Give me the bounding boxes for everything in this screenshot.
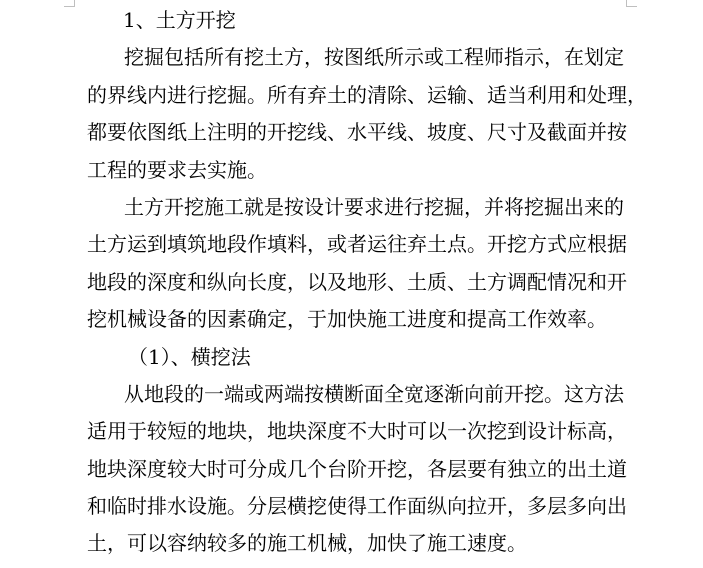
paragraph-line: 挖机械设备的因素确定，于加快施工进度和提高工作效率。 bbox=[87, 307, 607, 332]
paragraph-line: 适用于较短的地块，地块深度不大时可以一次挖到设计标高， bbox=[87, 419, 627, 444]
paragraph-line: 土，可以容纳较多的施工机械，加快了施工速度。 bbox=[87, 531, 527, 556]
paragraph-line: 工程的要求去实施。 bbox=[87, 157, 267, 182]
crop-mark-left bbox=[64, 0, 75, 7]
section-heading-earthwork: 1、土方开挖 bbox=[123, 8, 236, 32]
paragraph-line: 都要依图纸上注明的开挖线、水平线、坡度、尺寸及截面并按 bbox=[87, 120, 627, 145]
crop-mark-right bbox=[626, 0, 637, 7]
paragraph-line: 的界线内进行挖掘。所有弃土的清除、运输、适当利用和处理， bbox=[87, 82, 647, 107]
paragraph-line: 土方开挖施工就是按设计要求进行挖掘，并将挖掘出来的 bbox=[124, 194, 624, 219]
subsection-heading-transverse-method: （1）、横挖法 bbox=[128, 344, 251, 369]
paragraph-line: 和临时排水设施。分层横挖使得工作面纵向拉开，多层多向出 bbox=[87, 494, 627, 519]
paragraph-line: 土方运到填筑地段作填料，或者运往弃土点。开挖方式应根据 bbox=[87, 232, 627, 257]
paragraph-line: 地段的深度和纵向长度，以及地形、土质、土方调配情况和开 bbox=[87, 269, 627, 294]
paragraph-line: 从地段的一端或两端按横断面全宽逐渐向前开挖。这方法 bbox=[124, 381, 624, 406]
paragraph-line: 挖掘包括所有挖土方，按图纸所示或工程师指示，在划定 bbox=[124, 45, 624, 70]
paragraph-line: 地块深度较大时可分成几个台阶开挖，各层要有独立的出土道 bbox=[87, 456, 627, 481]
document-body[interactable] bbox=[87, 2, 647, 563]
